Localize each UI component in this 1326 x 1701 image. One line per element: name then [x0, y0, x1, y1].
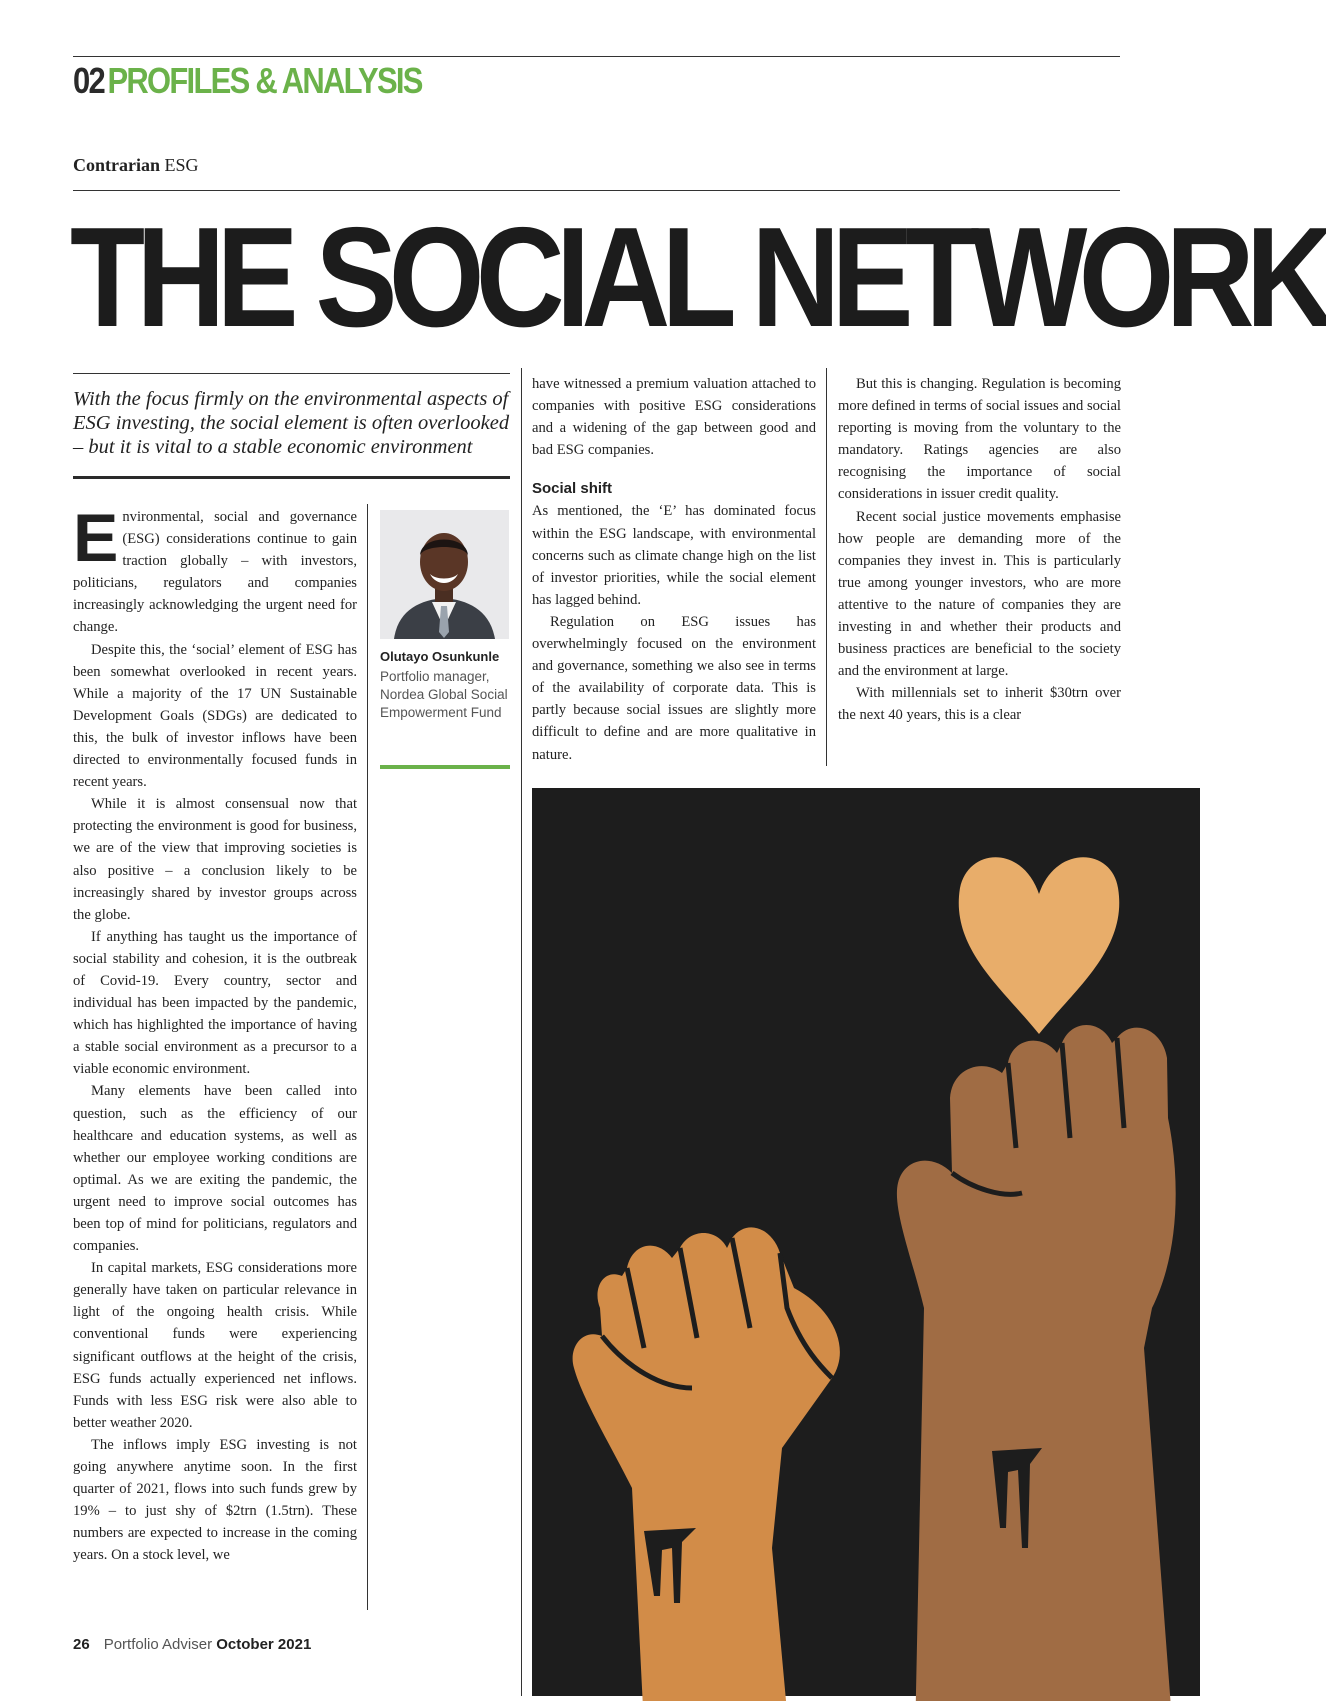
body-column-1	[73, 500, 357, 1567]
column-divider-1	[367, 504, 368, 1610]
column-divider-2	[521, 368, 522, 1696]
kicker-bold: Contrarian	[73, 155, 160, 175]
standfirst-bottom-rule	[73, 476, 510, 479]
author-role: Portfolio manager, Nordea Global Social Empowerment Fund	[380, 669, 508, 720]
light-fist-icon	[573, 1227, 840, 1701]
author-photo	[380, 510, 509, 639]
issue-date: October 2021	[216, 1636, 312, 1653]
subheading: Social shift	[532, 480, 613, 498]
body-paragraph: have witnessed a premium valuation attached to companies with positive ESG considerations and a widening of the gap between good and bad ESG companies.	[532, 376, 816, 459]
top-rule	[73, 56, 1120, 57]
heart-icon	[959, 857, 1120, 1034]
body-paragraph: Environmental, social and governance (ESG) considerations continue to gain traction globally – with investors, politicians, regulators and companies increasingly acknowledging the urgent need for change.	[73, 500, 357, 636]
body-paragraph: As mentioned, the ‘E’ has dominated focus within the ESG landscape, with environmental concerns such as climate change high on the list of investor priorities, while the social element has lagged behind.	[532, 503, 816, 608]
section-number: 02	[73, 60, 105, 101]
author-portrait-image	[380, 510, 509, 639]
section-header	[73, 60, 422, 102]
body-paragraph: Despite this, the ‘social’ element of ESG has been somewhat overlooked in recent years. While a majority of the 17 UN Sustainable Development Goals (SDGs) are dedicated to this, the bulk of investor inflows have been directed to environmentally focused funds in recent years.	[73, 641, 357, 791]
body-column-2	[532, 373, 816, 766]
section-title: PROFILES & ANALYSIS	[107, 60, 422, 101]
body-paragraph: Recent social justice movements emphasise how people are demanding more of the companies they invest in. This is particularly true among younger investors, who are more attentive to the nature of companies they are investing in and whether their products and business practices are beneficial to the society and the environment at large.	[838, 508, 1121, 680]
standfirst-top-rule	[73, 373, 510, 374]
standfirst: With the focus firmly on the environmental aspects of ESG investing, the social element is often overlooked – but it is vital to a stable economic environment	[73, 388, 510, 458]
body-paragraph: Regulation on ESG issues has overwhelmingly focused on the environment and governance, something we also see in terms of the availability of corporate data. This is partly because social issues are slightly more difficult to define and are more qualitative in nature.	[532, 613, 816, 763]
body-paragraph: The inflows imply ESG investing is not going anywhere anytime soon. In the first quarter of 2021, flows into such funds grew by 19% – to just shy of $2trn (1.5trn). These numbers are expected to increase in the coming years. On a stock level, we	[73, 1436, 357, 1564]
kicker-regular: ESG	[160, 155, 199, 175]
drop-cap: E	[73, 500, 119, 576]
page-number: 26	[73, 1636, 90, 1653]
kicker-rule	[73, 190, 1120, 191]
illustration-svg	[532, 788, 1200, 1696]
publication-name: Portfolio Adviser	[103, 1636, 213, 1653]
body-paragraph: With millennials set to inherit $30trn over the next 40 years, this is a clear	[838, 685, 1121, 724]
body-column-3	[838, 373, 1121, 727]
body-paragraph: If anything has taught us the importance of social stability and cohesion, it is the outbreak of Covid-19. Every country, sector and individual has been impacted by the pandemic, which has highlighted the importance of having a stable social environment as a precursor to a viable economic environment.	[73, 928, 357, 1078]
body-paragraph: While it is almost consensual now that protecting the environment is good for business, we are of the view that improving societies is also positive – a conclusion likely to be increasingly shared by investor groups across the globe.	[73, 796, 357, 923]
page-footer	[73, 1636, 311, 1653]
kicker	[73, 155, 199, 176]
author-name: Olutayo Osunkunle	[380, 649, 500, 664]
fists-heart-illustration	[532, 788, 1200, 1696]
column-divider-3	[826, 368, 827, 766]
dark-fist-icon	[897, 1025, 1177, 1701]
author-accent-bar	[380, 765, 510, 769]
body-paragraph: In capital markets, ESG considerations more generally have taken on particular relevance in light of the ongoing health crisis. While conventional funds were experiencing significant outflows at the height of the crisis, ESG funds actually experienced net inflows. Funds with less ESG risk were also able to better weather 2020.	[73, 1260, 357, 1431]
body-paragraph: Many elements have been called into question, such as the efficiency of our healthcare and education systems, as well as whether our employee working conditions are optimal. As we are exiting the pandemic, the urgent need to improve social outcomes has been top of mind for politicians, regulators and companies.	[73, 1083, 357, 1255]
body-paragraph: But this is changing. Regulation is becoming more defined in terms of social issues and social reporting is moving from the voluntary to the mandatory. Ratings agencies are also recognising the importance of social considerations in issuer credit quality.	[838, 376, 1121, 503]
headline: THE SOCIAL NETWORK	[70, 198, 1326, 357]
